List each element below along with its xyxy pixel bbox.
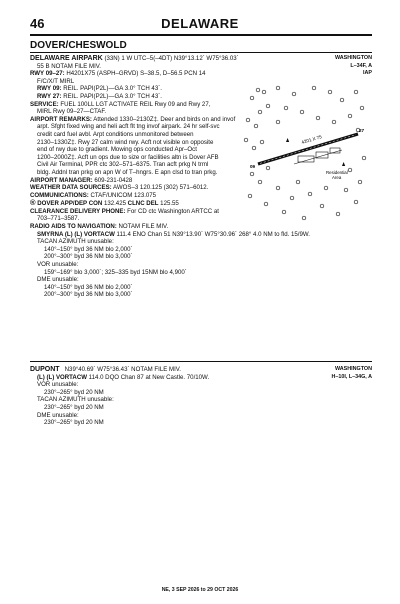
cdp-label: CLEARANCE DELIVERY PHONE:: [30, 207, 126, 215]
dupont-chart-1: H–10I, L–34G, A: [331, 373, 372, 380]
smyrna-detail: 140°–150° byd 36 NM blo 2,000´: [44, 245, 133, 253]
remarks-line: bldg. Addnl tran prkg on apn W of T–hngrs. E apn clsd to tran prkg.: [37, 168, 218, 176]
dupont-detail: 230°–265° byd 20 NM: [44, 419, 104, 427]
airport-id-line: (33N) 1 W UTC–5(–4DT) N39°13.12´ W75°36.03´: [104, 55, 239, 62]
rwy09-label: RWY 09:: [37, 85, 62, 93]
clnc-label: CLNC DEL: [127, 200, 159, 208]
dupont-region: WASHINGTON: [334, 366, 372, 372]
airport-fuel-line: 55 B NOTAM FILE MIV.: [37, 62, 102, 70]
header-rule: [30, 34, 372, 36]
remarks-line: 1200–2000Z‡. Acft un ops due to size or facilities altn is Dover AFB: [37, 153, 219, 161]
comm-text: CTAF/UNICOM 123.075: [88, 191, 157, 199]
state-title: DELAWARE: [161, 16, 239, 31]
dupont-detail: 230°–265° byd 20 NM: [44, 388, 104, 396]
remarks-line: 2130–1330Z‡. Rwy 27 calm wind rwy. Acft not visible on opposite: [37, 138, 214, 146]
smyrna-label: SMYRNA (L) (L) VORTACW: [37, 230, 115, 238]
manager-label: AIRPORT MANAGER:: [30, 176, 93, 184]
dupont-vortac-label: (L) (L) VORTACW: [37, 373, 87, 381]
smyrna-detail: 140°–150° byd 36 NM blo 2,000´: [44, 283, 133, 291]
rwy27-text: REIL. PAPI(P2L)—GA 3.0° TCH 43´.: [61, 92, 162, 100]
app-text: 132.425: [102, 200, 128, 208]
runway-end-27: 27: [359, 128, 365, 133]
dupont-detail: TACAN AZIMUTH unusable:: [37, 396, 114, 404]
dupont-name: DUPONT: [30, 366, 60, 373]
radio-text: NOTAM FILE MIV.: [116, 223, 169, 231]
rwy09-text: REIL. PAPI(P2L)—GA 3.0° TCH 43´.: [61, 85, 162, 93]
airport-diagram: [238, 78, 372, 230]
smyrna-detail: DME unusable:: [37, 276, 79, 284]
cdp-line-2: 703–771–3587.: [37, 215, 80, 223]
weather-label: WEATHER DATA SOURCES:: [30, 184, 112, 192]
smyrna-detail: 159°–169° blo 3,000´; 325–335 byd 15NM blo 4,900´: [44, 268, 187, 276]
clnc-text: 125.55: [158, 200, 179, 208]
radio-label: RADIO AIDS TO NAVIGATION:: [30, 223, 117, 231]
comm-label: COMMUNICATIONS:: [30, 191, 89, 199]
footer-text: NE, 3 SEP 2026 to 29 OCT 2026: [161, 587, 239, 593]
residential-area-label: Area: [332, 175, 342, 180]
tree-symbols: [244, 86, 366, 220]
dupont-detail: 230°–265° byd 20 NM: [44, 403, 104, 411]
delaware-region: WASHINGTON: [334, 55, 372, 61]
cdp-text: For CD ctc Washington ARTCC at: [125, 207, 219, 215]
service-text: FUEL 100LL LGT ACTIVATE REIL Rwy 09 and Rwy 27,: [58, 100, 211, 108]
dupont-vortac-text: 114.0 DQO Chan 87 at New Castle. 70/10W.: [86, 373, 210, 381]
remarks-line: end of rwy due to gradient. Mowing ops conducted Apr–Oct: [37, 146, 197, 154]
smyrna-detail: TACAN AZIMUTH unusable:: [37, 238, 114, 246]
smyrna-text: 111.4 ENO Chan 51 N39°13.90´ W75°30.96´ 268° 4.0 NM to fld. 15/9W.: [114, 230, 310, 238]
smyrna-detail: 200°–300° byd 36 NM blo 3,000´: [44, 253, 133, 261]
delaware-chart-2: IAP: [363, 70, 372, 76]
page-number: 46: [30, 16, 45, 31]
rwy-label: RWY 09–27:: [30, 70, 65, 78]
manager-text: 609-231-0428: [92, 176, 133, 184]
weather-text: AWOS–3 120.125 (302) 571–6012.: [111, 184, 209, 192]
remarks-line: Civil Air Terminal, PPR ctc 302–571–6375. Tran acft prkg N trml: [37, 161, 209, 169]
airport-name: DELAWARE AIRPARK: [30, 55, 103, 62]
section-rule: [30, 52, 372, 53]
smyrna-detail: VOR unusable:: [37, 261, 79, 269]
app-symbol: ®: [30, 198, 36, 208]
section-title: DOVER/CHESWOLD: [30, 40, 127, 51]
dupont-entry: [30, 366, 372, 427]
residential-area-label: Residential: [326, 170, 348, 175]
service-label: SERVICE:: [30, 100, 59, 108]
rwy27-label: RWY 27:: [37, 92, 62, 100]
delaware-chart-1: L–34F, A: [350, 62, 372, 69]
remarks-line: credit card fuel avbl. Arpt conditions unmonitored between: [37, 130, 194, 138]
runway-dimension-label: 4201 X 75: [300, 134, 323, 145]
app-label: DOVER APP/DEP CON: [35, 200, 103, 208]
service-line-2: MIRL Rwy 09–27—CTAF.: [37, 108, 107, 116]
remarks-line: Attended 1330–2130Z‡. Deer and birds on and invof: [91, 115, 236, 123]
rwy-line-2: F/C/X/T MIRL: [37, 77, 75, 85]
rwy-text: H4201X75 (ASPH–GRVD) S–38.5, D–56.5 PCN 14: [64, 70, 206, 78]
remarks-label: AIRPORT REMARKS:: [30, 115, 92, 123]
entry-divider: [30, 361, 372, 362]
dupont-id-line: N39°40.69´ W75°36.43´ NOTAM FILE MIV.: [64, 366, 181, 373]
dupont-detail: VOR unusable:: [37, 381, 79, 389]
dupont-detail: DME unusable:: [37, 411, 79, 419]
runway-end-09: 09: [250, 164, 256, 169]
smyrna-detail: 200°–300° byd 36 NM blo 3,000´: [44, 291, 133, 299]
remarks-line: arpt. Sfght fixed wing and heli acft flt tng invof airpark. 24 hr self-svc: [37, 123, 220, 131]
